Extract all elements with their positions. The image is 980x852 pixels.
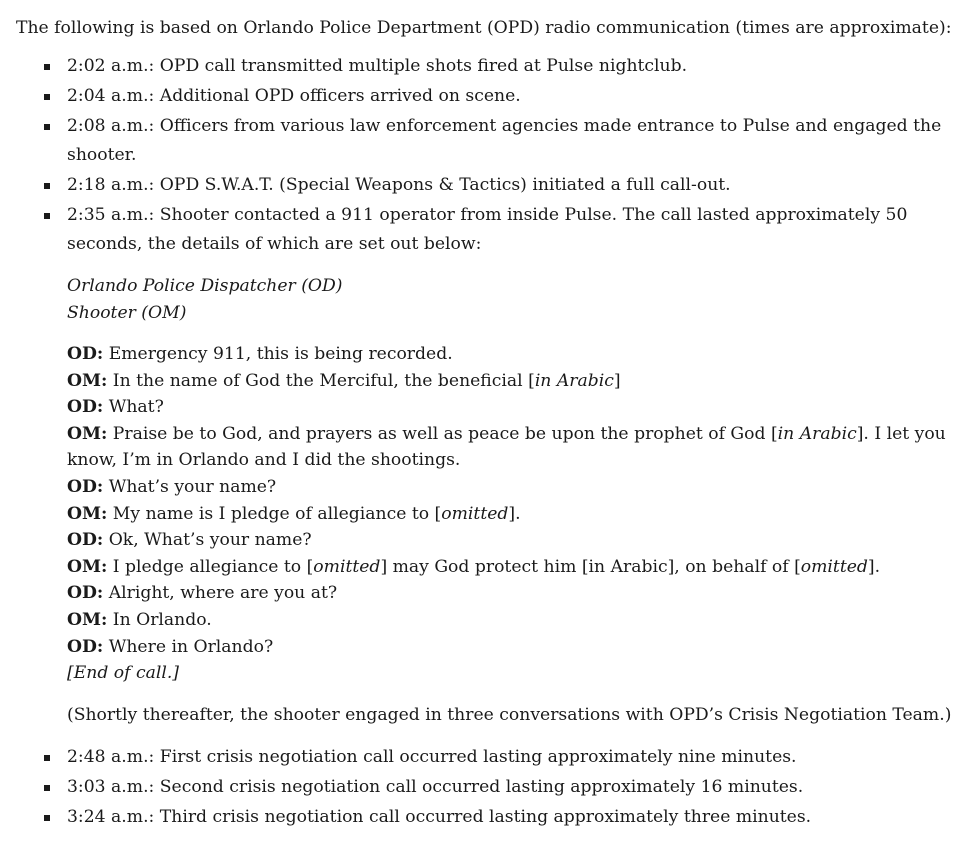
timeline-item-text: 2:48 a.m.: First crisis negotiation call occurred lasting approximately nine minutes. [67, 746, 797, 767]
utterance-text: ]. I let you know, I’m in Orlando and I did the shootings. [67, 423, 946, 471]
bullet-icon [44, 64, 50, 70]
bullet-icon [44, 94, 50, 100]
bullet-icon [44, 755, 50, 761]
bullet-icon [44, 815, 50, 821]
speaker-label: OM: [67, 503, 108, 524]
timeline-item [16, 201, 972, 259]
bullet-icon [44, 785, 50, 791]
end-of-call: [End of call.] [67, 663, 179, 684]
speaker-label: OM: [67, 556, 108, 577]
roles-legend [67, 273, 972, 327]
italic-note: omitted [313, 556, 381, 577]
speaker-label: OM: [67, 370, 108, 391]
transcript-line [67, 394, 972, 421]
timeline-item-text: 2:35 a.m.: Shooter contacted a 911 operator from inside Pulse. The call lasted approximately 50 seconds, the details of which are set out below: [67, 205, 908, 254]
utterance-text: I pledge allegiance to [ [107, 556, 314, 577]
timeline-item [16, 52, 972, 81]
speaker-label: OD: [67, 344, 104, 364]
utterance-text: What? [103, 397, 164, 418]
utterance-text: What’s your name? [103, 476, 277, 497]
speaker-label: OD: [67, 636, 104, 657]
bullet-icon [44, 213, 50, 219]
speaker-label: OM: [67, 423, 108, 444]
timeline-item [16, 803, 972, 832]
timeline-item [16, 743, 972, 772]
timeline-item-text: 3:03 a.m.: Second crisis negotiation call occurred lasting approximately 16 minutes. [67, 776, 804, 797]
utterance-text: Ok, What’s your name? [103, 530, 312, 551]
transcript-line [67, 634, 972, 661]
timeline-item-text: 3:24 a.m.: Third crisis negotiation call occurred lasting approximately three minutes. [67, 806, 812, 827]
italic-note: in Arabic [534, 370, 614, 391]
utterance-text: Where in Orlando? [103, 636, 274, 657]
timeline-item [16, 773, 972, 802]
transcript-line [67, 580, 972, 607]
timeline-second-list [16, 743, 972, 832]
role-shooter: Shooter (OM) [67, 303, 187, 323]
timeline-item [16, 171, 972, 200]
timeline-item [16, 112, 972, 170]
transcript-line [67, 368, 972, 395]
utterance-text: ]. [508, 503, 521, 524]
transcript-line [67, 341, 972, 368]
timeline-item-text: 2:18 a.m.: OPD S.W.A.T. (Special Weapons & Tactics) initiated a full call-out. [67, 175, 731, 195]
transcript-line [67, 501, 972, 528]
italic-note: omitted [800, 556, 868, 577]
speaker-label: OD: [67, 476, 104, 497]
speaker-label: OD: [67, 530, 104, 551]
utterance-text: Emergency 911, this is being recorded. [103, 344, 453, 364]
utterance-text: Praise be to God, and prayers as well as peace be upon the prophet of God [ [107, 423, 778, 444]
utterance-text: ] may God protect him [in Arabic], on behalf of [ [380, 556, 801, 577]
utterance-text: In the name of God the Merciful, the beneficial [ [107, 370, 535, 391]
speaker-label: OD: [67, 397, 104, 418]
bullet-icon [44, 183, 50, 189]
utterance-text: My name is I pledge of allegiance to [ [107, 503, 442, 524]
italic-note: omitted [441, 503, 509, 524]
utterance-text: In Orlando. [107, 609, 212, 630]
timeline-item-text: 2:04 a.m.: Additional OPD officers arrived on scene. [67, 86, 521, 106]
transcript-line [67, 474, 972, 501]
utterance-text: Alright, where are you at? [103, 583, 338, 604]
transcript-line [67, 421, 972, 474]
speaker-label: OM: [67, 609, 108, 630]
speaker-label: OD: [67, 583, 104, 604]
timeline-item [16, 82, 972, 111]
transcript-line [67, 527, 972, 554]
role-dispatcher: Orlando Police Dispatcher (OD) [67, 276, 343, 296]
aside-note: (Shortly thereafter, the shooter engaged in three conversations with OPD’s Crisis Negotiation Team.) [67, 704, 952, 725]
utterance-text: ]. [867, 556, 881, 577]
transcript-line [67, 607, 972, 634]
transcript-line [67, 554, 972, 581]
bullet-icon [44, 124, 50, 130]
call-transcript [67, 341, 972, 687]
timeline-first-list [16, 52, 972, 259]
transcript-block [16, 273, 972, 730]
utterance-text: ] [613, 370, 621, 391]
timeline-item-text: 2:02 a.m.: OPD call transmitted multiple shots fired at Pulse nightclub. [67, 56, 688, 76]
intro-paragraph: The following is based on Orlando Police Department (OPD) radio communication (times are approximate): [16, 18, 952, 38]
timeline-item-text: 2:08 a.m.: Officers from various law enforcement agencies made entrance to Pulse and engaged the shooter. [67, 116, 942, 165]
italic-note: in Arabic [777, 423, 857, 444]
